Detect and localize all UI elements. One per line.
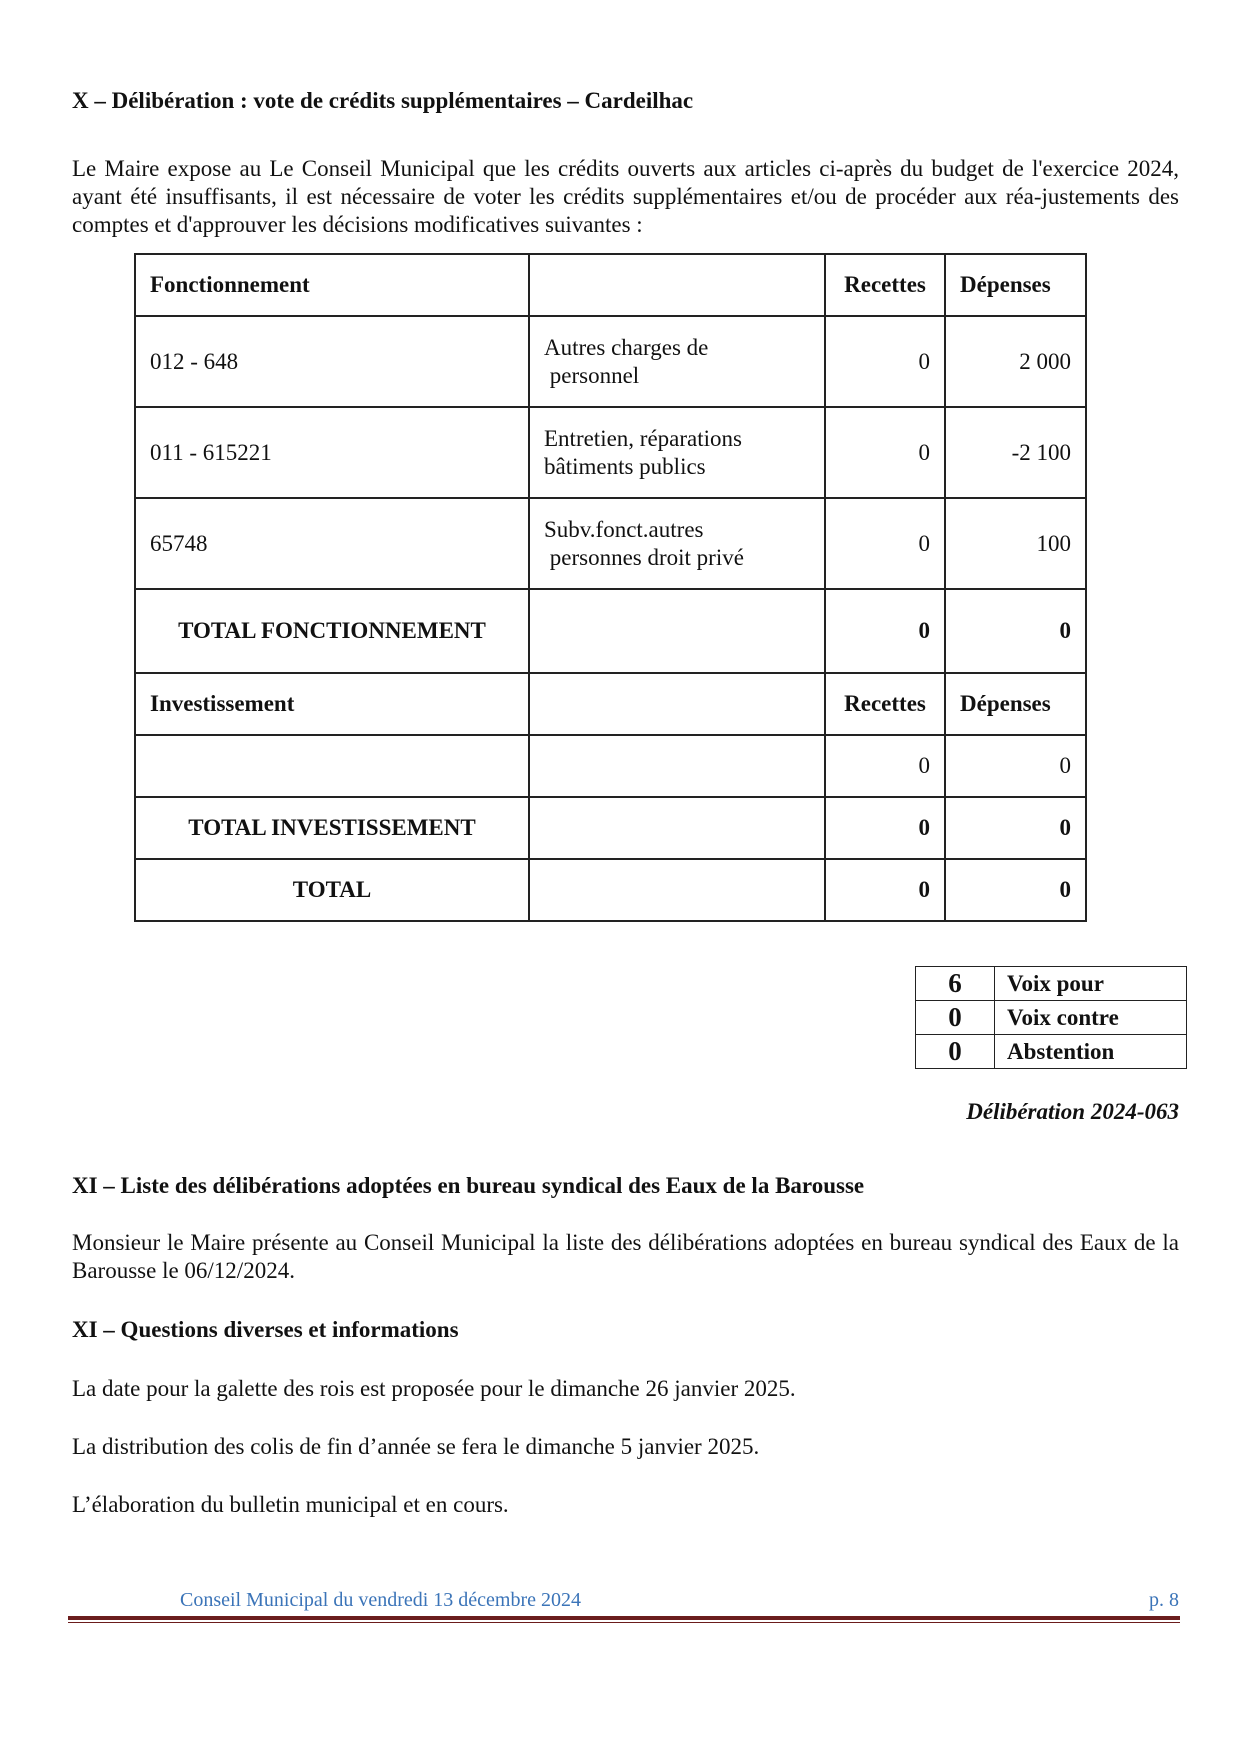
vote-count: 0: [916, 1035, 995, 1069]
grand-total-row: [135, 859, 1086, 921]
total-investissement-label: TOTAL INVESTISSEMENT: [135, 797, 529, 859]
depenses-value: -2 100: [945, 407, 1086, 498]
description-line: Subv.fonct.autres: [544, 516, 704, 542]
recettes-value: 0: [825, 316, 945, 407]
description-line: personnel: [544, 362, 640, 388]
empty-cell: [529, 673, 825, 735]
depenses-value: 100: [945, 498, 1086, 589]
account-description: [529, 316, 825, 407]
depenses-header: Dépenses: [945, 673, 1086, 735]
description-line: bâtiments publics: [544, 453, 706, 479]
grand-total-label: TOTAL: [135, 859, 529, 921]
vote-row: [916, 1035, 1187, 1069]
account-description: [529, 498, 825, 589]
total-investissement-recettes: 0: [825, 797, 945, 859]
section-xi-b-title: XI – Questions diverses et informations: [72, 1317, 459, 1342]
description-line: Autres charges de: [544, 334, 709, 360]
recettes-value: 0: [825, 407, 945, 498]
account-code: 65748: [135, 498, 529, 589]
section-xi-a-title: XI – Liste des délibérations adoptées en bureau syndical des Eaux de la Barousse: [72, 1173, 865, 1198]
account-code: 012 - 648: [135, 316, 529, 407]
total-fonctionnement-label: TOTAL FONCTIONNEMENT: [135, 589, 529, 673]
account-code: 011 - 615221: [135, 407, 529, 498]
depenses-value: 2 000: [945, 316, 1086, 407]
table-row: [135, 316, 1086, 407]
recettes-value: 0: [825, 735, 945, 797]
account-description: [529, 735, 825, 797]
total-investissement-depenses: 0: [945, 797, 1086, 859]
info-item: L’élaboration du bulletin municipal et en cours.: [72, 1492, 509, 1517]
recettes-header: Recettes: [825, 254, 945, 316]
empty-cell: [529, 797, 825, 859]
empty-cell: [529, 589, 825, 673]
recettes-header: Recettes: [825, 673, 945, 735]
table-row: [135, 735, 1086, 797]
section-xi-a-body: Monsieur le Maire présente au Conseil Municipal la liste des délibérations adoptées en bureau syndical des Eaux de la Barousse le 06/12/2024.: [72, 1230, 1179, 1283]
recettes-value: 0: [825, 498, 945, 589]
grand-total-recettes: 0: [825, 859, 945, 921]
section-x-title: X – Délibération : vote de crédits supplémentaires – Cardeilhac: [72, 88, 694, 113]
depenses-header: Dépenses: [945, 254, 1086, 316]
vote-count: 6: [916, 967, 995, 1001]
vote-row: [916, 967, 1187, 1001]
description-line: personnes droit privé: [544, 544, 744, 570]
vote-label: Voix pour: [995, 967, 1187, 1001]
info-item: La date pour la galette des rois est proposée pour le dimanche 26 janvier 2025.: [72, 1376, 796, 1401]
section-x-intro: Le Maire expose au Le Conseil Municipal que les crédits ouverts aux articles ci-après du budget de l'exercice 2024, ayant été insuffisants, il est nécessaire de voter les crédits supplémentaires et/ou de procéder aux réa-justements des comptes et d'approuver les décisions modificatives suivantes :: [72, 156, 1179, 237]
table-row: [135, 407, 1086, 498]
vote-label: Abstention: [995, 1035, 1187, 1069]
account-description: [529, 407, 825, 498]
empty-cell: [529, 859, 825, 921]
table-row: [135, 498, 1086, 589]
total-investissement-row: [135, 797, 1086, 859]
investissement-header-row: [135, 673, 1086, 735]
vote-label: Voix contre: [995, 1001, 1187, 1035]
budget-table: [134, 253, 1087, 922]
total-fonctionnement-recettes: 0: [825, 589, 945, 673]
fonctionnement-label: Fonctionnement: [135, 254, 529, 316]
vote-results-table: [915, 966, 1187, 1069]
footer-rule-thin: [68, 1622, 1180, 1623]
empty-cell: [529, 254, 825, 316]
fonctionnement-header-row: [135, 254, 1086, 316]
vote-row: [916, 1001, 1187, 1035]
depenses-value: 0: [945, 735, 1086, 797]
info-item: La distribution des colis de fin d’année se fera le dimanche 5 janvier 2025.: [72, 1434, 760, 1459]
grand-total-depenses: 0: [945, 859, 1086, 921]
description-line: Entretien, réparations: [544, 425, 742, 451]
deliberation-reference: Délibération 2024-063: [966, 1099, 1179, 1124]
vote-count: 0: [916, 1001, 995, 1035]
total-fonctionnement-depenses: 0: [945, 589, 1086, 673]
footer-meeting-title: Conseil Municipal du vendredi 13 décembre 2024: [180, 1589, 582, 1611]
account-code: [135, 735, 529, 797]
footer-page-number: p. 8: [1149, 1589, 1179, 1611]
total-fonctionnement-row: [135, 589, 1086, 673]
investissement-label: Investissement: [135, 673, 529, 735]
footer-rule: [68, 1616, 1180, 1620]
